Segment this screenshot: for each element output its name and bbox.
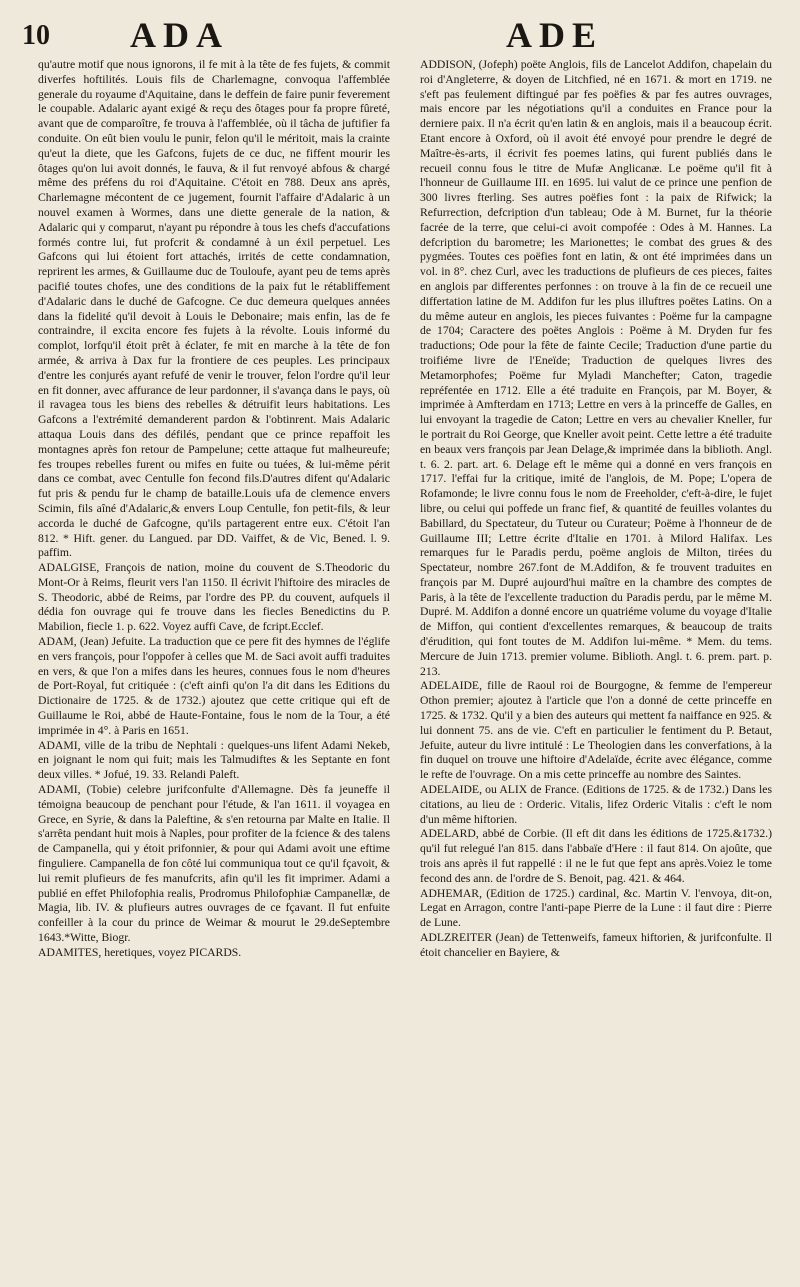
entry-adami-tobie: ADAMI, (Tobie) celebre jurifconfulte d'Allemagne. Dès fa jeuneffe il témoigna beaucoup de penchant pour l'étude, & l'an 1611. il voyagea en Grece, en Syrie, & dans la Paleftine, & s'en retourna par Malte en Italie. Il s'arrêta pendant huit mois à Naples, pour profiter de la fcience & des talens de Campanella, qui y étoit prifonnier, & pour qui Adami avoit une eftime finguliere. Campanella de fon côté lui communiqua tout ce qu'il fçavoit, & lui remit plufieurs de fes manufcrits, afin qu'il les fit imprimer. Adami a publié en effet Philofophia realis, Prodromus Philofophiæ Campanellæ, de Magia, lib. IV. & plufieurs autres ouvrages de ce fçavant. Il fut enfuite confeiller à la cour du prince de Weimar & mourut le 29.deSeptembre 1643.*Witte, Biogr. [38,783,390,945]
entry-adam-jean: ADAM, (Jean) Jefuite. La traduction que ce pere fit des hymnes de l'églife en vers françois, pour l'oppofer à celles que M. de Saci avoit auffi traduites en vers, & que l'on a mifes dans les heures, connues fous le nom d'heures de Port-Royal, fut critiquée : (c'eft ainfi qu'on l'a dit dans les Editions du Dictionaire de 1725. & de 1732.) ajoutez que cette critique qui eft de Guillaume le Roi, abbé de Haute-Fontaine, fous le nom de la Tour, a été imprimée in 4°. à Paris en 1651. [38,635,390,737]
right-text-column [420,58,772,1280]
entry-addison: ADDISON, (Jofeph) poëte Anglois, fils de Lancelot Addifon, chapelain du roi d'Angleterre, & doyen de Litchfied, né en 1671. & mort en 1719. ne s'eft pas feulement diftingué par fes poëfies & par fes autres ouvrages, mais encore par les négotiations qu'il a conduites en France pour la derniere paix. Il n'a écrit qu'en latin & en anglois, mais il a beaucoup écrit. Etant encore à Oxford, où il avoit été envoyé pour prendre le degré de Maître-ès-arts, il écrivit fes poemes latins, qui furent publiés dans le recueil connu fous le titre de Mufæ Anglicanæ. Le poëme qu'il fit à l'honneur de Guillaume III. en 1695. lui valut de ce prince une penfion de 300 livres fterling. Ses autres poëfies font : la paix de Rifwick; la Refurrection, defcription d'un tableau; Ode à M. Burnet, fur la théorie facrée de la terre, que celui-ci avoit compofée : Odes à M. Hannes. La defcription du barometre; les Marionettes; le combat des grues & des pygmées. Toutes ces poëfies font en latin, & ont été imprimées dans un vol. in 8°. chez Curl, avec les traductions de plufieurs de ces pieces, faites en anglois par differentes perfonnes : on trouve à la fin de ce recueil une differtation latine de M. Addifon fur les plus illuftres poëtes Latins. On a du même auteur en anglois, les pieces fuivantes : Poëme fur la campagne de 1704; Caractere des poëtes Anglois : Poëme à M. Dryden fur fes traductions; Ode pour la fête de fainte Cecile; Traduction d'une partie du troifiéme livre de l'Eneïde; Traduction de quelques livres des Metamorphofes; Poëme fur Myladi Manchefter; Caton, tragedie repréfentée en 1712. Elle a été traduite en François, par M. Boyer, & imprimée à Amfterdam en 1713; Lettre en vers à la princeffe de Galles, en lui envoyant la tragedie de Caton; Lettre en vers au chevalier Kneller, fur le portrait du Roi George, que Kneller avoit peint. Cette lettre a été traduite en beaux vers françois par Jean Delage,& imprimée dans la biblioth. Angl. t. 6. 2. part. art. 6. Delage eft le même qui a donné en vers françois en 1717. l'effai fur la critique, imité de l'anglois, de M. Pope; L'opera de Rofamonde; le livre connu fous le nom de Freeholder, c'eft-à-dire, le fujet libre, ou celui qui poffede un franc fief, & quantité de feuilles volantes du Babillard, du Spectateur, du Tuteur ou Curateur; Poëme à l'honneur de de Guillaume III; Lettre écrite d'Italie en 1701. à Milord Halifax. Les remarques fur le Paradis perdu, poëme anglois de Milton, tirées du Spectateur, nombre 267.font de M.Addifon, & fe trouvent traduites en françois par M. Dupré aujourd'hui maître en la chambre des comptes de Paris, à la tête de l'excellente traduction du Paradis perdu, par le même M. Dupré. M. Addifon a donné encore un quatriéme volume du voyage d'Italie de Miffon, qui contient d'excellentes remarques, & beaucoup de traits d'érudition, qui font toutes de M. Addifon lui-même. * Mem. du tems. Mercure de Juin 1713. premier volume. Biblioth. Angl. t. 6. prem. part. p. 213. [420,58,772,678]
running-header [22,8,782,55]
entry-adalaric: qu'autre motif que nous ignorons, il fe mit à la tête de fes fujets, & commit diverfes hoftilités. Louis fils de Charlemagne, convoqua l'affemblée generale du royaume d'Aquitaine, dans le deffein de faire punir feverement le coupable. Adalaric ayant exigé & reçu des ôtages pour fa propre fûreté, avant que de comparoître, fe trouva à l'affemblée, où il tâcha de juftifier fa conduite. On eût bien voulu le punir, felon qu'il le méritoit, mais la crainte qu'eut la diete, que les Gafcons, fujets de ce duc, ne fiffent mourir les ôtages qu'on lui avoit donnés, le fauva, & il fut renvoyé abfous & chargé même des préfens du roi d'Aquitaine. C'étoit en 788. Deux ans après, Charlemagne mécontent de ce jugement, fournit l'affaire d'Adalaric à un nouvel examen à Wormes, dans une diette generale de la nation, & Adalaric qui y comparut, n'ayant pu répondre à tous les chefs d'accufations formés contre lui, fut profcrit & condamné à un éxil perpetuel. Les Gafcons qui lui étoient fort attachés, irrités de cette condamnation, reprirent les armes, & Guillaume duc de Touloufe, ayant peu de tems après pacifié toutes chofes, une des conditions de la paix fut le rétabliffement d'Adalaric dans le duché de Gafcogne. Ce duc demeura quelques années dans la fidelité qu'il devoit à Louis le Debonaire; mais enfin, las de fe contraindre, il excita encore fes fujets à la révolte. Louis informé du complot, lorfqu'il étoit prêt à éclater, fe mit en marche à la tête de fon armée, & arriva à Dax fur la frontiere de ces peuples. Les principaux d'entre les conjurés ayant refufé de venir le trouver, felon l'ordre qu'il leur en fit donner, avec affurance de leur pardonner, il s'avança dans le pays, où il ravagea tous les biens des rebelles & détruifit leurs habitations. Les Gafcons a l'extrémité demanderent pardon & l'obtinrent. Mais Adalaric attaqua Louis dans des défilés, pendant que ce prince repaffoit les montagnes après fon retour de Pampelune; cette attaque fut malheureufe; fes troupes rebelles furent ou mifes en fuite ou tuées, & lui-même périt dans ce combat, avec Centulle fon fecond fils.D'autres difent qu'Adalaric fut pris & pendu fur le champ de bataille.Louis ufa de clemence envers Scimin, fils aîné d'Adalaric,& envers Loup Centulle, fon petit-fils, & leur accorda le duché de Gafcogne, qu'ils partagerent entre eux. C'étoit l'an 812. * Hift. gener. du Langued. par DD. Vaiffet, & de Vic, Bened. l. 9. paffim. [38,58,390,560]
entry-adalgise: ADALGISE, François de nation, moine du couvent de S.Theodoric du Mont-Or à Reims, fleurit vers l'an 1150. Il écrivit l'hiftoire des miracles de S. Theodoric, abbé de Reims, par l'ordre des PP. du couvent, aufquels il dédia fon ouvrage qui fe trouve dans les fiecles Benedictins du P. Mabilion, fiecle 1. p. 622. Voyez auffi Cave, de fcript.Ecclef. [38,561,390,634]
entry-adami-ville: ADAMI, ville de la tribu de Nephtali : quelques-uns lifent Adami Nekeb, en joignant le nom qui fuit; mais les Talmudiftes & les Septante en font deux villes. * Jofué, 19. 33. Relandi Paleft. [38,738,390,782]
entry-adamites: ADAMITES, heretiques, voyez PICARDS. [38,945,242,959]
left-text-column [38,58,390,1280]
left-column-heading: ADA [130,15,229,55]
page-number: 10 [22,20,50,51]
entry-adelaide-bourgogne: ADELAIDE, fille de Raoul roi de Bourgogne, & femme de l'empereur Othon premier; ajoutez à l'article que l'on a donné de cette princeffe en 1725. & 1732. Qu'il y a bien des auteurs qui mettent fa naiffance en 925. & lui donnent 75. ans de vie. C'eft en particulier le fentiment du P. Betaut, Jefuite, auteur du livre intitulé : Le Theologien dans les converfations, à la fin duquel on trouve une hiftoire d'Adelaïde, écrite avec élégance, comme le refte de l'ouvrage. On a mis cette princeffe au nombre des Saintes. [420,679,772,782]
entry-adelaide-france: ADELAIDE, ou ALIX de France. (Editions de 1725. & de 1732.) Dans les citations, au lieu de : Orderic. Vitalis, lifez Orderic Vitalis : c'eft le nom d'un même hiftorien. [420,783,772,826]
entry-adlzreiter: ADLZREITER (Jean) de Tettenweifs, fameux hiftorien, & jurifconfulte. Il étoit chancelier en Bayiere, & [420,931,772,959]
entry-adhemar: ADHEMAR, (Edition de 1725.) cardinal, &c. Martin V. l'envoya, dit-on, Legat en Arragon, contre l'anti-pape Pierre de la Lune : il faut dire : Pierre de Lune. [420,886,772,930]
entry-adelard: ADELARD, abbé de Corbie. (Il eft dit dans les éditions de 1725.&1732.) qu'il fut relegué l'an 815. dans l'abbaïe d'Here : il faut 814. On ajoûte, que trois ans après il fut rappellé : il ne le fut que fept ans après.Voiez le tome fecond des ann. de l'ordre de S. Benoit, pag. 421. & 464. [420,827,772,885]
right-column-heading: ADE [506,15,604,55]
